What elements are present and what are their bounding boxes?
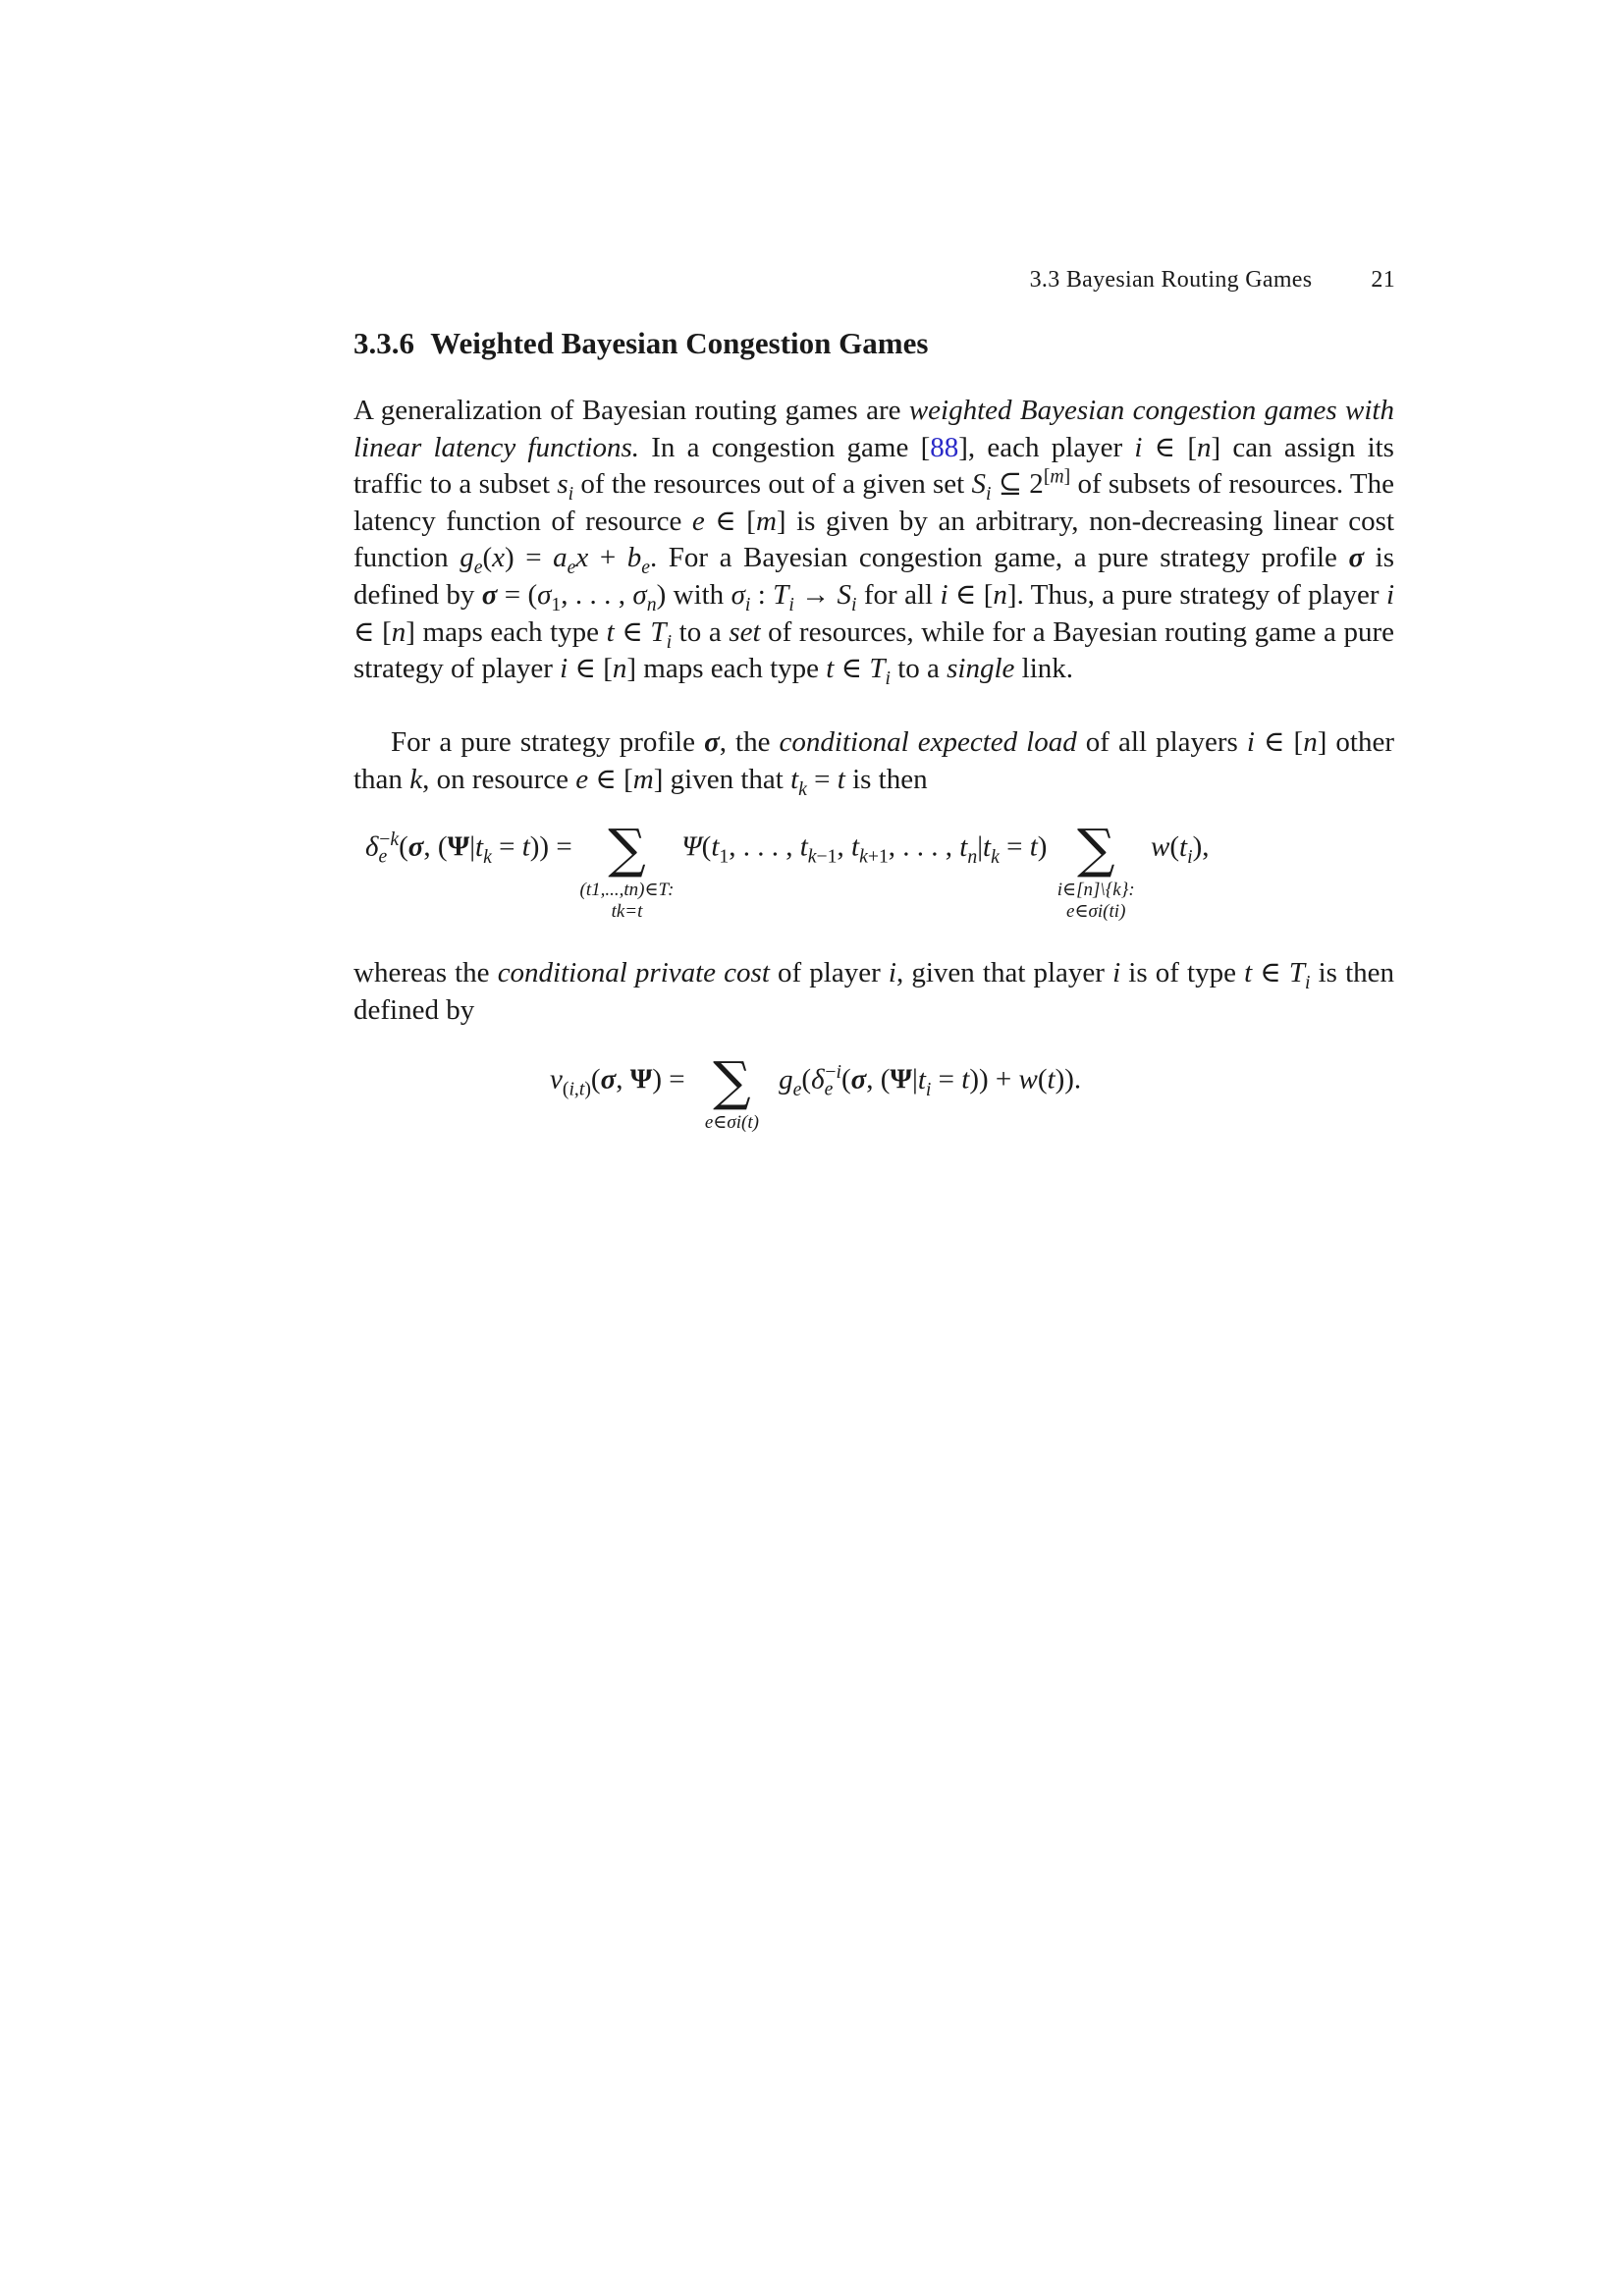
summation-symbol: ∑ e∈σi(t) bbox=[704, 1050, 759, 1133]
equation-conditional-load: $\delta_e^{-k}(\sigma$, $(\Psi|t_k = t)$) = ∑ (t1,...,tn)∈T: tk=t $\Psi(t_1$, . . . , $t_{k-1}$, $t_{k+1}$, . . . , $t_n|t_k = t$) ∑ i∈[n]\{k}: e∈σi(ti) $w(t_i)$, bbox=[365, 818, 1210, 922]
summation-symbol: ∑ (t1,...,tn)∈T: tk=t bbox=[579, 818, 675, 922]
citation-link[interactable]: 88 bbox=[930, 431, 959, 463]
equation-private-cost: $v_{(i,t)}(\sigma$, Ψ) = ∑ e∈σi(t) $g_e(\delta_e^{-i}(\sigma$, $(\Psi|t_i = t)) + w(t)$). bbox=[550, 1050, 1082, 1133]
running-title: 3.3 Bayesian Routing Games bbox=[1029, 267, 1313, 293]
section-title: Weighted Bayesian Congestion Games bbox=[430, 326, 929, 360]
paragraph-1: A generalization of Bayesian routing games are weighted Bayesian congestion games with linear latency functions. In a congestion game [88], each player i ∈ [n] can assign its traffic to a subset $s_i$ of the resources out of a given set $S_i$ ⊆ 2[m] of subsets of resources. The latency function of resource e ∈ [m] is given by an arbitrary, non-decreasing linear cost function $g_e(x) = a_ex + b_e$. For a Bayesian congestion game, a pure strategy profile σ is defined by $\sigma = (\sigma_1$, . . . , $\sigma_n$) with $\sigma_i$ : $T_i \to S_i$ for all i ∈ [n]. Thus, a pure strategy of player i ∈ [n] maps each type t ∈ $T_i$ to a set of resources, while for a Bayesian routing game a pure strategy of player i ∈ [n] maps each type t ∈ $T_i$ to a single link. bbox=[353, 395, 1395, 689]
section-heading bbox=[353, 326, 928, 361]
page-number: 21 bbox=[1371, 267, 1395, 293]
summation-symbol: ∑ i∈[n]\{k}: e∈σi(ti) bbox=[1056, 818, 1135, 922]
section-number: 3.3.6 bbox=[353, 326, 414, 360]
paragraph-2: For a pure strategy profile σ, the conditional expected load of all players i ∈ [n] other than k, on resource e ∈ [m] given that $t_k = t$ is then bbox=[353, 726, 1395, 800]
running-head bbox=[1030, 267, 1395, 294]
paragraph-3: whereas the conditional private cost of player i, given that player i is of type t ∈ $T_i$ is then defined by bbox=[353, 957, 1395, 1026]
